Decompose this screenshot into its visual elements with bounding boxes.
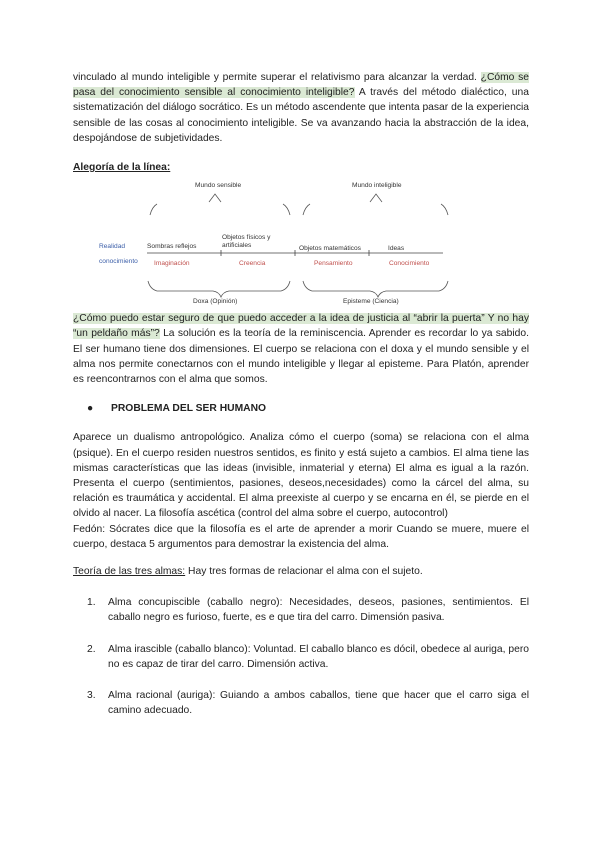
caret-icon — [370, 194, 382, 202]
mundo-sensible-label: Mundo sensible — [195, 182, 242, 190]
line-allegory-diagram — [73, 177, 529, 305]
artificiales-label: artificiales — [222, 242, 252, 250]
reminiscence-paragraph — [73, 311, 529, 387]
bullet-icon: ● — [87, 403, 94, 415]
intro-question: ¿Cómo se pasa del conocimiento sensible al conocimiento inteligible? — [73, 72, 529, 99]
list-item — [73, 688, 529, 718]
imaginacion-label: Imaginación — [154, 260, 190, 268]
conocimiento-red-label: Conocimiento — [389, 260, 430, 268]
episteme-brace — [303, 281, 448, 297]
list-text: Alma concupiscible (caballo negro): Necesidades, deseos, pasiones, sentimientos. El caballo negro es furioso, fuerte, es e que tira del carro. Dimensión pasiva. — [108, 597, 529, 624]
caret-icon — [209, 194, 221, 202]
mundo-inteligible-label: Mundo inteligible — [352, 182, 402, 190]
realidad-label: Realidad — [99, 243, 126, 251]
section-heading — [73, 401, 529, 416]
ideas-label: Ideas — [388, 245, 405, 253]
theory-text: Hay tres formas de relacionar el alma con el sujeto. — [185, 566, 423, 578]
doxa-label: Doxa (Opinión) — [193, 298, 238, 306]
diagram-svg — [73, 177, 529, 305]
doxa-brace — [148, 281, 290, 297]
list-number: 2. — [87, 643, 96, 655]
list-text: Alma irascible (caballo blanco): Voluntad. El caballo blanco es dócil, obedece al auriga, pero no es capaz de tirar del carro. Dimensión activa. — [108, 643, 529, 670]
intro-text-1: vinculado al mundo inteligible y permite superar el relativismo para alcanzar la verdad. — [73, 72, 477, 83]
episteme-label: Episteme (Ciencia) — [343, 298, 399, 306]
list-number: 3. — [87, 690, 96, 702]
reminiscence-question: ¿Cómo puedo estar seguro de que puedo acceder a la idea de justicia al “abrir la puerta” Y no hay “un peldaño más”? — [73, 313, 529, 340]
list-number: 1. — [87, 597, 96, 609]
theory-paragraph — [73, 564, 529, 579]
section-title: PROBLEMA DEL SER HUMANO — [111, 403, 267, 415]
reminiscence-text: La solución es la teoría de la reminiscencia. Aprender es recordar lo ya sabido. El ser humano tiene dos dimensiones. El cuerpo se relaciona con el doxa y el mundo sensible y el alma nos permite conectarnos con el mundo inteligible y llegar al episteme. Para Platón, aprender es reencontrarnos con el alma que somos. — [73, 328, 529, 386]
objetos-label: Objetos físicos y — [222, 234, 271, 242]
brace-right-arc — [441, 204, 448, 215]
list-item — [73, 642, 529, 672]
dualism-paragraph: Aparece un dualismo antropológico. Analiza cómo el cuerpo (soma) se relaciona con el alma (psique). En el cuerpo residen nuestros sentidos, es finito y está sujeto a cambios. El alma tiene las mismas características que las ideas (invisible, inmaterial y eterna) El alma es igual a la razón. Presenta el cuerpo (sentimientos, pasiones, deseos,necesidades) como la cárcel del alma, su relación es traumática y accidental. El alma preexiste al cuerpo y se encarna en él, se pierde en el olvido al nacer. La filosofía ascética (control del alma sobre el cuerpo, autocontrol) — [73, 432, 529, 520]
document-page — [73, 70, 529, 718]
intro-text-2: A través del método dialéctico, una sistematización del diálogo socrático. Es un método ascendente que intenta pasar de la experiencia sensible de las cosas al conocimiento inteligible. Se va avanzando hacia la abstracción de la idea, despojándose de subjetividades. — [73, 87, 529, 144]
list-item — [73, 595, 529, 625]
intro-paragraph — [73, 70, 529, 146]
souls-list — [73, 595, 529, 718]
brace-left-arc — [150, 204, 157, 215]
list-text: Alma racional (auriga): Guiando a ambos caballos, tiene que hacer que el carro siga el camino adecuado. — [108, 690, 529, 717]
conocimiento-label: conocimiento — [99, 258, 138, 266]
theory-title: Teoría de las tres almas: — [73, 566, 186, 578]
objetos-matematicos-label: Objetos matemáticos — [299, 245, 361, 253]
sombras-label: Sombras reflejos — [147, 243, 197, 251]
brace-left-arc — [303, 204, 310, 215]
brace-right-arc — [283, 204, 290, 215]
allegory-heading: Alegoría de la línea: — [73, 162, 171, 174]
creencia-label: Creencia — [239, 260, 266, 268]
pensamiento-label: Pensamiento — [314, 260, 353, 268]
fedon-paragraph: Fedón: Sócrates dice que la filosofía es el arte de aprender a morir Cuando se muere, muere el cuerpo, destaca 5 argumentos para demostrar la existencia del alma. — [73, 523, 529, 550]
